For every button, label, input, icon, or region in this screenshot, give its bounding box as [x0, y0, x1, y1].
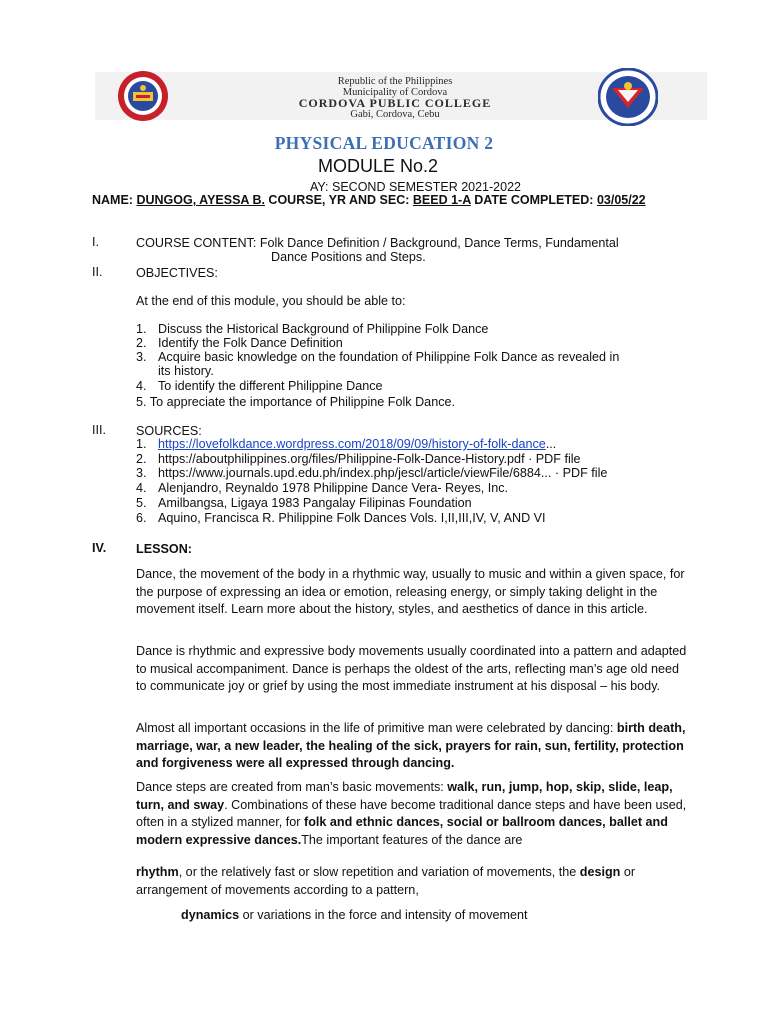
lesson-paragraph: Dance, the movement of the body in a rhythmic way, usually to music and within a given space, for the purpose of expressing an idea or emotion, releasing energy, or simply taking delight in the movement itself. Learn more about the history, styles, and aesthetics of dance in this article.	[136, 567, 685, 616]
academic-year: AY: SECOND SEMESTER 2021-2022	[310, 180, 521, 194]
date-label: DATE COMPLETED:	[470, 193, 597, 207]
source-link[interactable]: https://lovefolkdance.wordpress.com/2018/09/09/history-of-folk-dance	[158, 437, 546, 451]
objectives-heading: OBJECTIVES:	[136, 266, 218, 280]
source-item: https://www.journals.upd.edu.ph/index.php/jescl/article/viewFile/6884... · PDF file	[158, 466, 608, 480]
lesson-text: , or the relatively fast or slow repetition and variation of movements, the	[178, 865, 580, 879]
lesson-text: Almost all important occasions in the life of primitive man were celebrated by dancing:	[136, 721, 614, 735]
objective-item: Acquire basic knowledge on the foundation of Philippine Folk Dance as revealed in	[158, 350, 620, 364]
section-numeral: I.	[92, 235, 99, 249]
college-seal-icon	[117, 70, 169, 122]
list-number: 3.	[136, 350, 147, 364]
lesson-paragraph: Dance is rhythmic and expressive body movements usually coordinated into a pattern and adapted to musical accompaniment. Dance is perhaps the oldest of the arts, reflecting man’s age old need to communicate joy or grief by using the most immediate instrument at his disposal – his body.	[136, 644, 687, 693]
list-number: 2.	[136, 336, 147, 350]
lesson-text: The important features of the dance are	[301, 832, 523, 847]
lesson-paragraph	[136, 864, 692, 899]
source-item	[158, 437, 556, 451]
republic-text: Republic of the Philippines	[337, 76, 453, 87]
source-item: https://aboutphilippines.org/files/Philippine-Folk-Dance-History.pdf · PDF file	[158, 452, 581, 466]
sources-heading: SOURCES:	[136, 424, 202, 438]
course-label: COURSE, YR AND SEC:	[264, 193, 413, 207]
name-label: NAME:	[92, 193, 137, 207]
source-link-ellipsis: ...	[545, 437, 557, 451]
objective-item: Identify the Folk Dance Definition	[158, 336, 343, 350]
lesson-text-bold: birth death, marriage, war, a new leader, the healing of the sick, prayers for rain, sun, fertility, protection and forgiveness were all expressed through dancing.	[136, 721, 686, 770]
student-course: BEED 1-A	[412, 193, 471, 207]
list-number: 1.	[136, 437, 147, 451]
course-content-line2: Dance Positions and Steps.	[271, 250, 426, 264]
lesson-text-bold: walk, run, jump, hop, skip, slide, leap, turn, and sway	[136, 780, 673, 812]
municipality-text: Municipality of Cordova	[342, 87, 448, 98]
lesson-text-bold: rhythm	[136, 865, 179, 879]
lesson-heading: LESSON:	[136, 542, 192, 556]
list-number: 4.	[136, 379, 147, 393]
lesson-text-bold: dynamics	[181, 908, 240, 922]
source-item: Amilbangsa, Ligaya 1983 Pangalay Filipinas Foundation	[158, 496, 472, 510]
lesson-text-bold: design	[579, 865, 621, 879]
list-number: 3.	[136, 466, 147, 480]
objectives-intro: At the end of this module, you should be able to:	[136, 294, 406, 308]
lesson-paragraph	[136, 779, 692, 849]
section-numeral: III.	[92, 423, 106, 437]
objective-item: Discuss the Historical Background of Philippine Folk Dance	[158, 322, 489, 336]
source-item: Alenjandro, Reynaldo 1978 Philippine Dance Vera- Reyes, Inc.	[158, 481, 509, 495]
list-number: 1.	[136, 322, 147, 336]
lesson-text: . Combinations of these have become traditional dance steps and have been used, often in a stylized manner, for	[136, 797, 687, 829]
module-number: MODULE No.2	[318, 156, 439, 176]
student-info-line	[92, 193, 646, 207]
objective-item-continued: its history.	[158, 364, 214, 378]
section-numeral: II.	[92, 265, 103, 279]
college-address: Gabi, Cordova, Cebu	[350, 109, 440, 120]
lesson-paragraph	[136, 720, 692, 773]
objective-item: To identify the different Philippine Dance	[158, 379, 383, 393]
course-content-line1: COURSE CONTENT: Folk Dance Definition / Background, Dance Terms, Fundamental	[136, 236, 619, 250]
lesson-paragraph	[181, 907, 528, 923]
date-completed: 03/05/22	[596, 193, 646, 207]
list-number: 6.	[136, 511, 147, 525]
lesson-text: or variations in the force and intensity of movement	[239, 908, 528, 922]
list-number: 5.	[136, 496, 147, 510]
subject-title: PHYSICAL EDUCATION 2	[274, 133, 494, 153]
school-letterhead	[265, 76, 525, 120]
college-name: CORDOVA PUBLIC COLLEGE	[298, 96, 492, 110]
cordova-seal-icon	[598, 68, 658, 126]
list-number: 2.	[136, 452, 147, 466]
lesson-text: or arrangement of movements according to a pattern,	[136, 865, 636, 897]
list-number: 4.	[136, 481, 147, 495]
lesson-text-bold: folk and ethnic dances, social or ballroom dances, ballet and modern expressive dances.	[136, 815, 668, 847]
lesson-text: Dance steps are created from man’s basic movements:	[136, 780, 448, 794]
student-name: DUNGOG, AYESSA B.	[136, 193, 265, 207]
section-numeral: IV.	[92, 541, 107, 555]
source-item: Aquino, Francisca R. Philippine Folk Dances Vols. I,II,III,IV, V, AND VI	[158, 511, 546, 525]
objective-item: 5. To appreciate the importance of Philippine Folk Dance.	[136, 395, 455, 409]
